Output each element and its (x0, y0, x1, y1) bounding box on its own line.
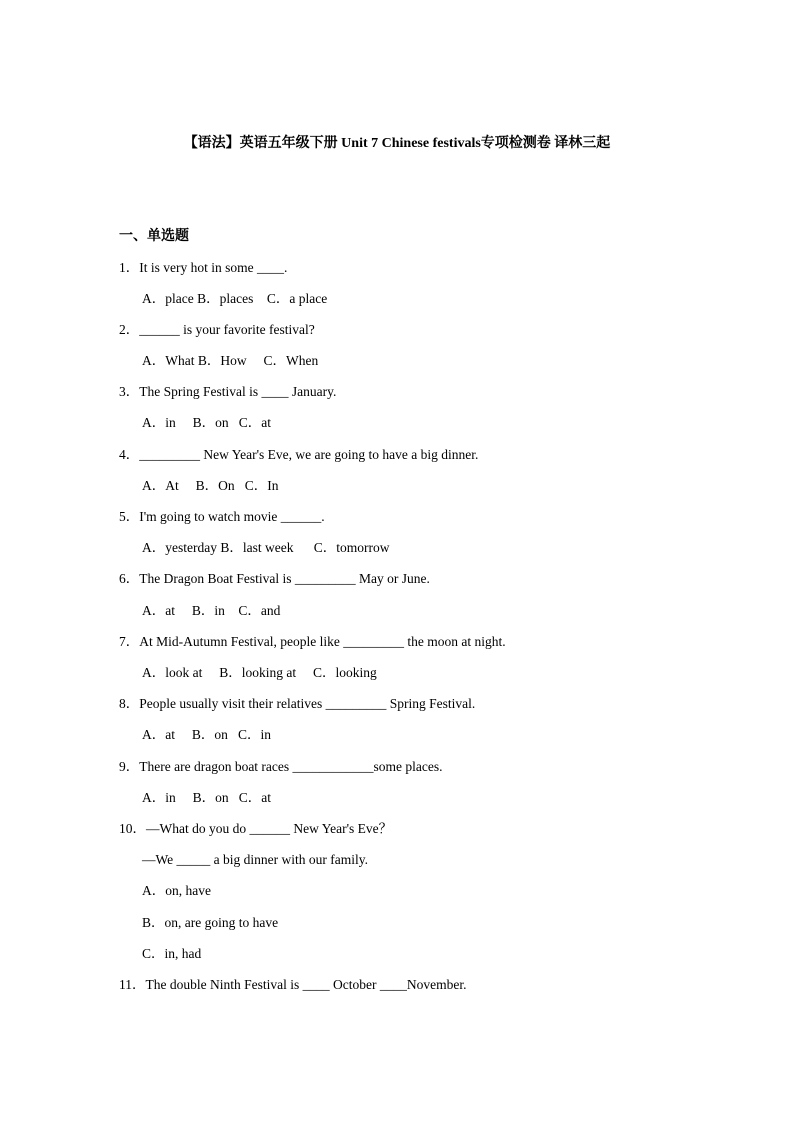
options-5: A．yesterday B．last week C．tomorrow (142, 540, 390, 555)
options-2: A．What B．How C．When (142, 353, 319, 368)
question-4: 4．_________ New Year's Eve, we are going to have a big dinner. (119, 447, 479, 462)
options-8: A．at B．on C．in (142, 727, 272, 742)
question-6: 6．The Dragon Boat Festival is _________ May or June. (119, 571, 430, 586)
page-title: 【语法】英语五年级下册 Unit 7 Chinese festivals专项检测卷 译林三起 (183, 136, 611, 151)
options-3: A．in B．on C．at (142, 415, 272, 430)
question-1: 1．It is very hot in some ____. (119, 260, 288, 275)
options-7: A．look at B．looking at C．looking (142, 665, 377, 680)
option-10-a: A．on, have (142, 883, 211, 898)
options-9: A．in B．on C．at (142, 790, 272, 805)
question-9: 9．There are dragon boat races ____________some places. (119, 759, 443, 774)
question-7: 7．At Mid-Autumn Festival, people like _________ the moon at night. (119, 634, 506, 649)
question-8: 8．People usually visit their relatives _________ Spring Festival. (119, 696, 476, 711)
question-10: 10．—What do you do ______ New Year's Eve？ (119, 821, 393, 836)
question-10-reply: —We _____ a big dinner with our family. (142, 852, 368, 867)
section-heading: 一、单选题 (119, 229, 189, 244)
options-4: A．At B．On C．In (142, 478, 279, 493)
options-6: A．at B．in C．and (142, 603, 281, 618)
options-1: A．place B．places C．a place (142, 291, 328, 306)
question-3: 3．The Spring Festival is ____ January. (119, 384, 337, 399)
option-10-c: C．in, had (142, 946, 202, 961)
question-11: 11．The double Ninth Festival is ____ October ____November. (119, 977, 467, 992)
option-10-b: B．on, are going to have (142, 915, 279, 930)
question-5: 5．I'm going to watch movie ______. (119, 509, 325, 524)
question-2: 2．______ is your favorite festival? (119, 322, 315, 337)
